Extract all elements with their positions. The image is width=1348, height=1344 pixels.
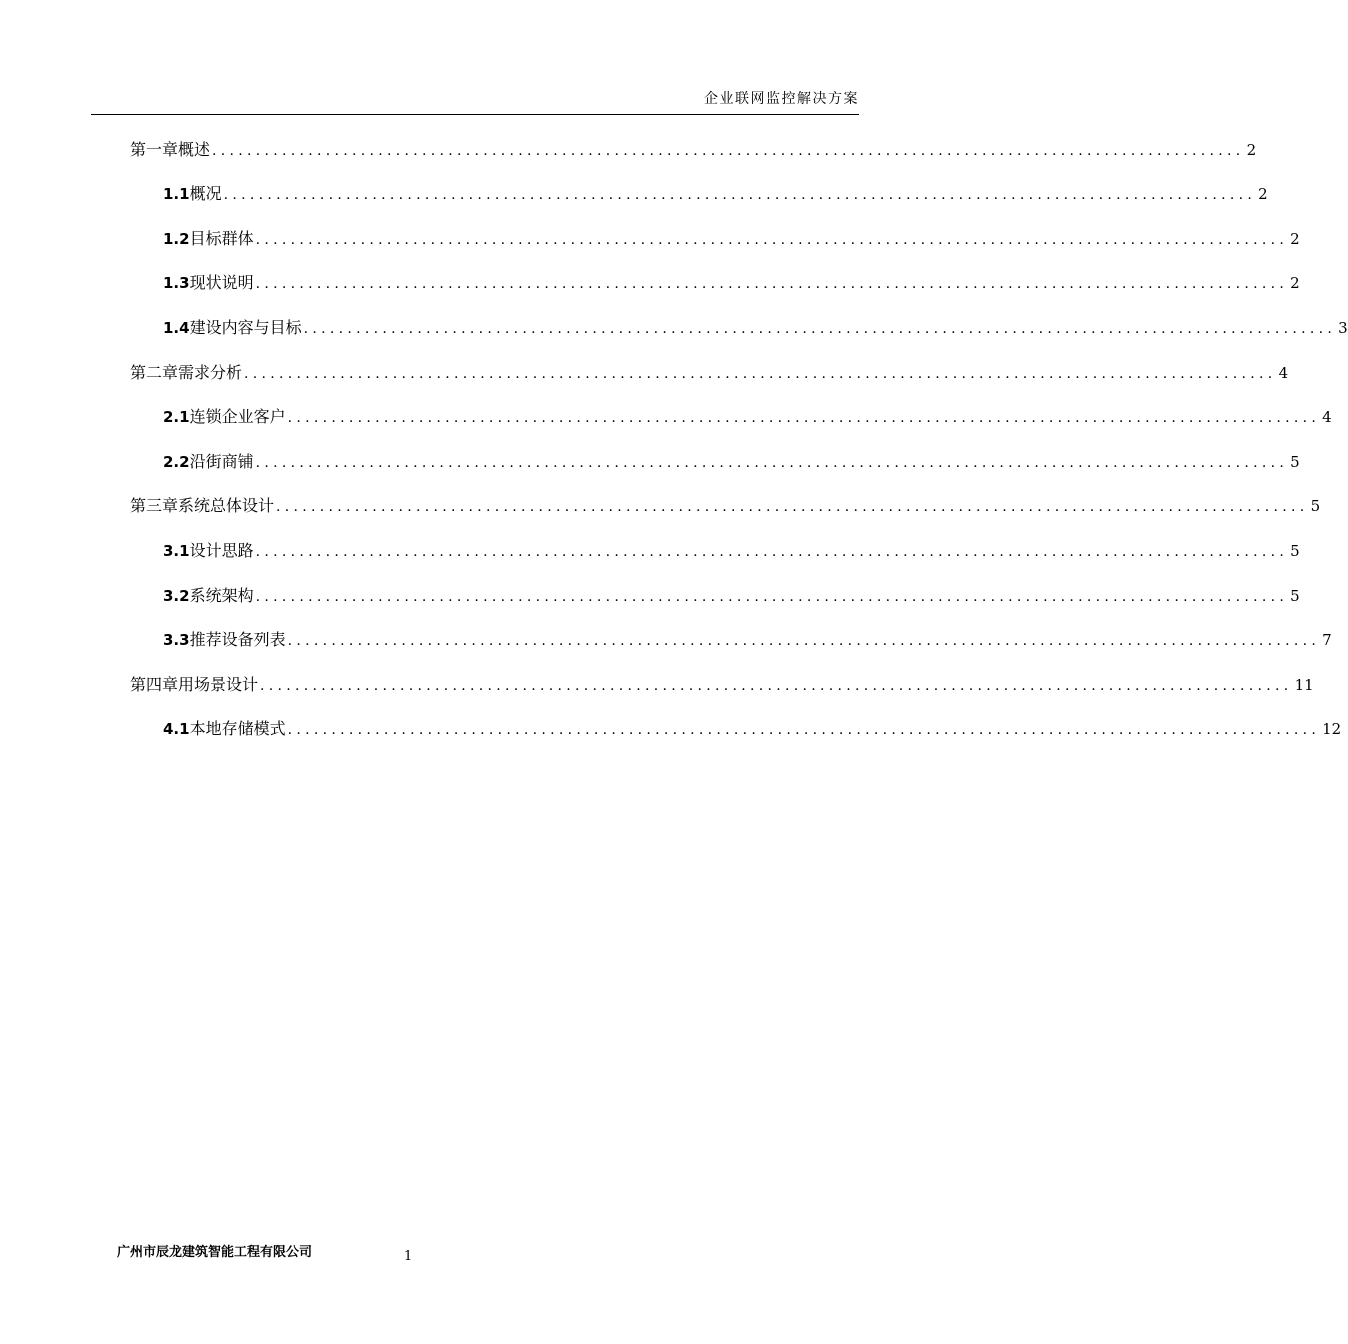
toc-section-number: 1.1	[163, 185, 190, 203]
toc-leader: ......................................................................................................................	[255, 544, 1289, 560]
toc-section-number: 1.3	[163, 274, 190, 292]
toc-section-number: 4.1	[163, 720, 190, 738]
toc-title: 沿街商铺	[189, 452, 254, 471]
toc-entry[interactable]	[163, 715, 1342, 743]
toc-page: 2	[1290, 274, 1300, 292]
toc-section-number: 1.4	[163, 319, 190, 337]
toc-leader: ......................................................................................................................	[255, 589, 1289, 605]
toc-title: 系统架构	[189, 586, 254, 605]
toc-title: 现状说明	[189, 273, 254, 292]
toc-title: 用场景设计	[178, 675, 259, 694]
toc-page: 5	[1290, 542, 1300, 560]
toc-entry[interactable]	[163, 582, 1300, 610]
toc-entry[interactable]	[130, 136, 1257, 164]
toc-page: 4	[1322, 408, 1332, 426]
toc-leader: ......................................................................................................................	[303, 321, 1337, 337]
toc-section-number: 2.1	[163, 408, 190, 426]
footer-page-number: 1	[404, 1249, 413, 1264]
toc-entry[interactable]	[163, 403, 1332, 431]
header-divider	[91, 114, 859, 115]
toc-title: 目标群体	[189, 229, 254, 248]
toc-entry[interactable]	[163, 180, 1268, 208]
toc-section-number: 3.1	[163, 542, 190, 560]
toc-leader: ......................................................................................................................	[255, 455, 1289, 471]
toc-title: 本地存储模式	[189, 719, 286, 738]
toc-section-number: 3.3	[163, 631, 190, 649]
toc-title: 概述	[178, 140, 211, 159]
toc-page: 12	[1322, 720, 1342, 738]
toc-leader: ......................................................................................................................	[223, 187, 1257, 203]
toc-chapter-label: 第三章	[130, 496, 179, 515]
toc-section-number: 2.2	[163, 453, 190, 471]
toc-leader: ......................................................................................................................	[287, 633, 1321, 649]
toc-title: 建设内容与目标	[189, 318, 302, 337]
toc-entry[interactable]	[163, 537, 1300, 565]
toc-entry[interactable]	[163, 448, 1300, 476]
toc-page: 11	[1294, 676, 1314, 694]
toc-entry[interactable]	[130, 671, 1314, 699]
toc-entry[interactable]	[163, 269, 1300, 297]
toc-chapter-label: 第四章	[130, 675, 179, 694]
toc-page: 4	[1278, 364, 1289, 382]
toc-leader: ......................................................................................................................	[255, 276, 1289, 292]
toc-leader: ......................................................................................................................	[255, 232, 1289, 248]
toc-section-number: 1.2	[163, 230, 190, 248]
toc-page: 7	[1322, 631, 1332, 649]
toc-title: 推荐设备列表	[189, 630, 286, 649]
toc-leader: ......................................................................................................................	[287, 410, 1321, 426]
toc-page: 2	[1258, 185, 1268, 203]
toc-page: 2	[1246, 141, 1257, 159]
toc-title: 概况	[189, 184, 222, 203]
toc-leader: ......................................................................................................................	[276, 499, 1309, 515]
toc-title: 连锁企业客户	[189, 407, 286, 426]
toc-leader: ......................................................................................................................	[260, 678, 1293, 694]
toc-entry[interactable]	[163, 626, 1332, 654]
toc-page: 5	[1290, 587, 1300, 605]
toc-leader: ......................................................................................................................	[287, 722, 1321, 738]
toc-leader: ......................................................................................................................	[244, 366, 1277, 382]
toc-entry[interactable]	[163, 314, 1348, 342]
toc-page: 3	[1338, 319, 1348, 337]
toc-entry[interactable]	[130, 359, 1289, 387]
toc-title: 需求分析	[178, 363, 243, 382]
header-title: 企业联网监控解决方案	[704, 91, 859, 107]
footer-company-name: 广州市辰龙建筑智能工程有限公司	[117, 1245, 313, 1260]
toc-chapter-label: 第二章	[130, 363, 179, 382]
toc-entry[interactable]	[130, 492, 1321, 520]
toc-section-number: 3.2	[163, 587, 190, 605]
toc-title: 系统总体设计	[178, 496, 275, 515]
toc-leader: ......................................................................................................................	[212, 143, 1245, 159]
toc-chapter-label: 第一章	[130, 140, 179, 159]
toc-page: 2	[1290, 230, 1300, 248]
toc-title: 设计思路	[189, 541, 254, 560]
toc-page: 5	[1290, 453, 1300, 471]
toc-entry[interactable]	[163, 225, 1300, 253]
toc-page: 5	[1310, 497, 1321, 515]
